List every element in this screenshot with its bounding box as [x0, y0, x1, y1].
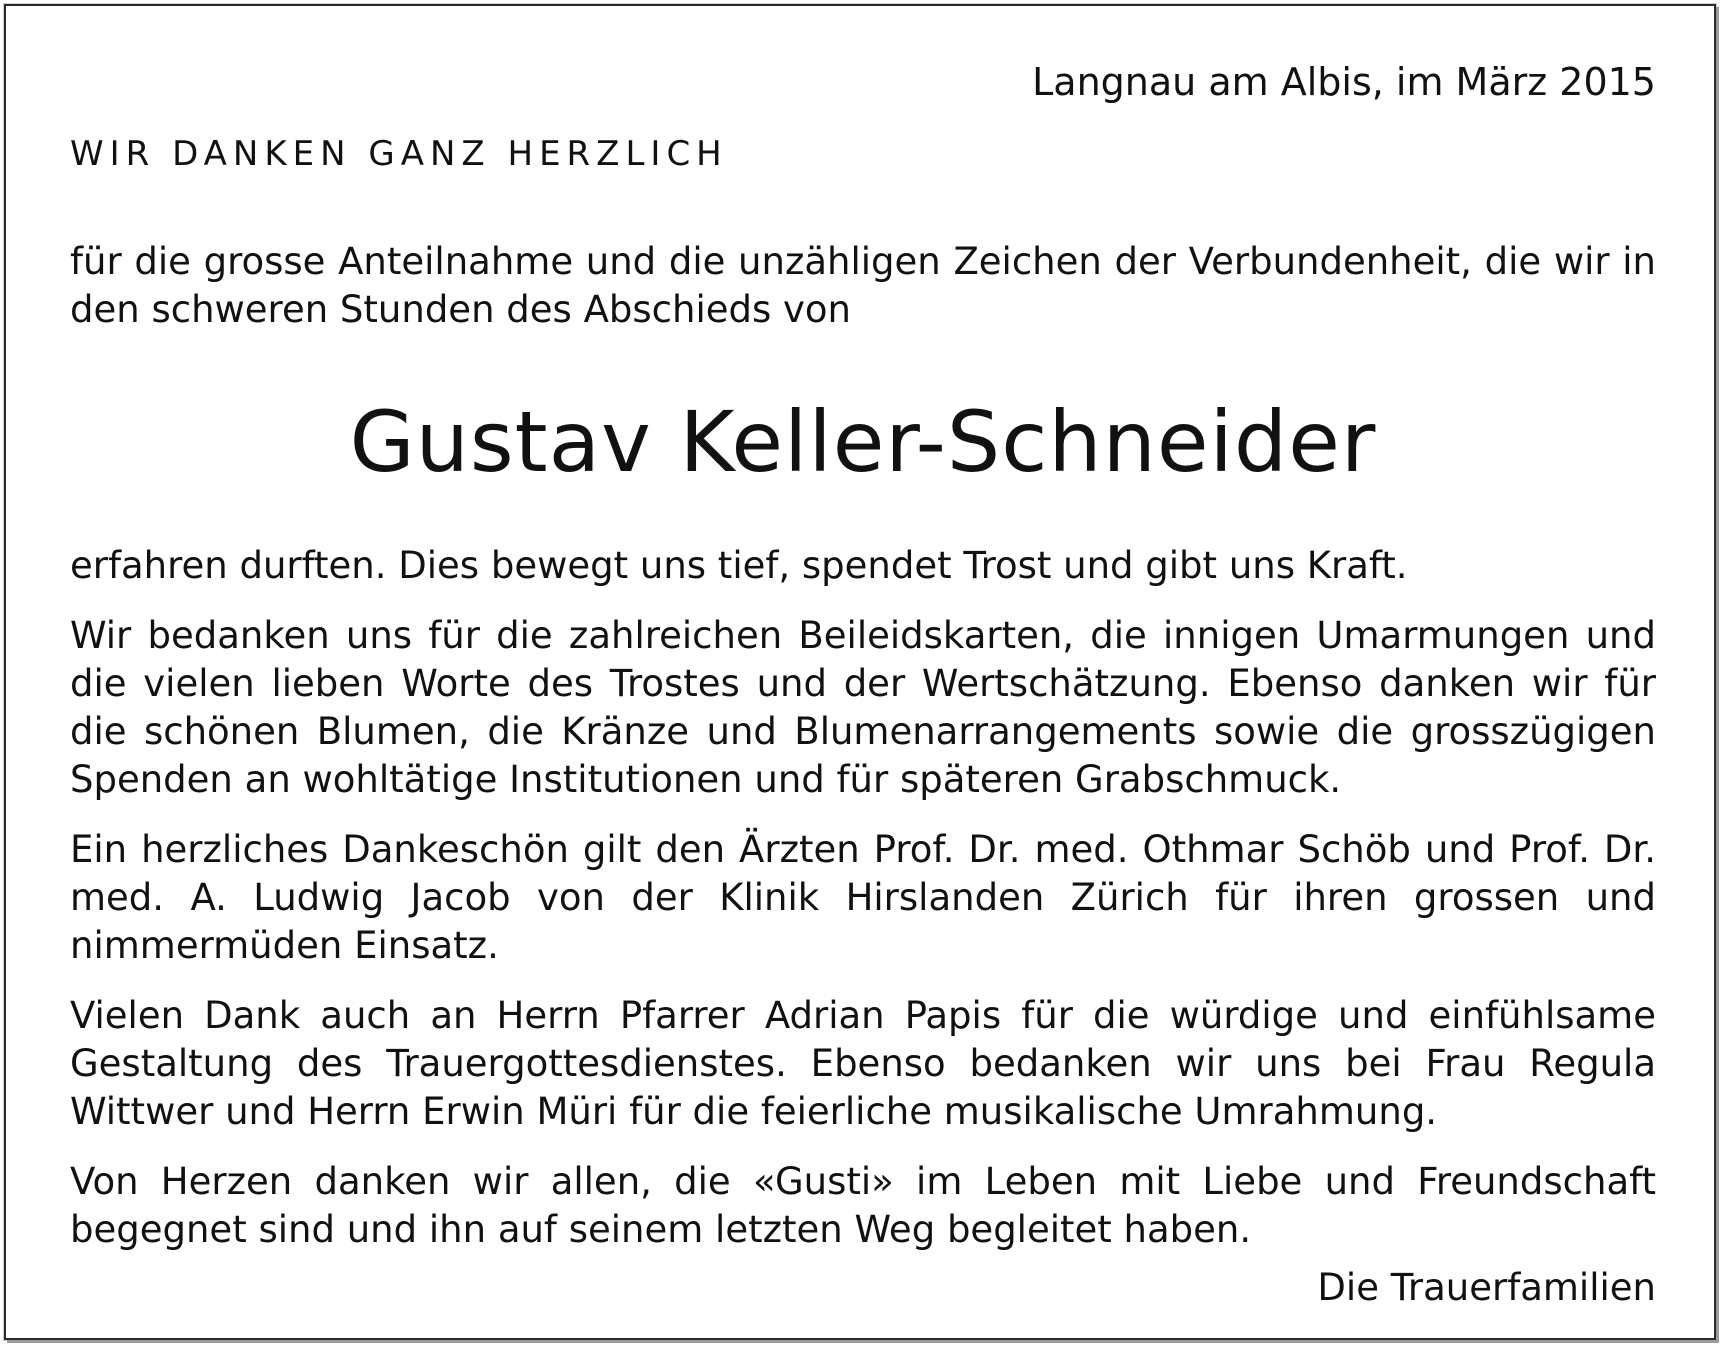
intro-paragraph: für die grosse Anteilnahme und die unzähligen Zeichen der Verbundenheit, die wir in den schweren Stunden des Abschieds von — [70, 240, 1656, 331]
paragraph-comfort: erfahren durften. Dies bewegt uns tief, spendet Trost und gibt uns Kraft. — [70, 544, 1408, 587]
paragraph-condolences: Wir bedanken uns für die zahlreichen Beileidskarten, die innigen Umarmungen und die vielen lieben Worte des Trostes und der Wertschätzung. Ebenso danken wir für die schönen Blumen, die Kränze und Blumenarrangements sowie die grosszügigen Spenden an wohltätige Institutionen und für späteren Grabschmuck. — [70, 614, 1656, 801]
notice-heading: WIR DANKEN GANZ HERZLICH — [70, 134, 728, 174]
paragraph-doctors: Ein herzliches Dankeschön gilt den Ärzten Prof. Dr. med. Othmar Schöb und Prof. Dr. med. A. Ludwig Jacob von der Klinik Hirslanden Zürich für ihren grossen und nimmermüden Einsatz. — [70, 828, 1656, 967]
date-line: Langnau am Albis, im März 2015 — [1032, 60, 1656, 104]
deceased-name: Gustav Keller-Schneider — [349, 393, 1377, 491]
signature: Die Trauerfamilien — [1317, 1266, 1656, 1309]
paragraph-service: Vielen Dank auch an Herrn Pfarrer Adrian Papis für die würdige und einfühlsame Gestaltung des Trauergottesdienstes. Ebenso bedanken wir uns bei Frau Regula Wittwer und Herrn Erwin Müri für die feierliche musikalische Umrahmung. — [70, 994, 1656, 1133]
paragraph-final-thanks: Von Herzen danken wir allen, die «Gusti» im Leben mit Liebe und Freundschaft begegnet sind und ihn auf seinem letzten Weg begleitet haben. — [70, 1160, 1656, 1251]
thank-you-notice — [4, 4, 1716, 1340]
notice-content — [70, 58, 1656, 1312]
